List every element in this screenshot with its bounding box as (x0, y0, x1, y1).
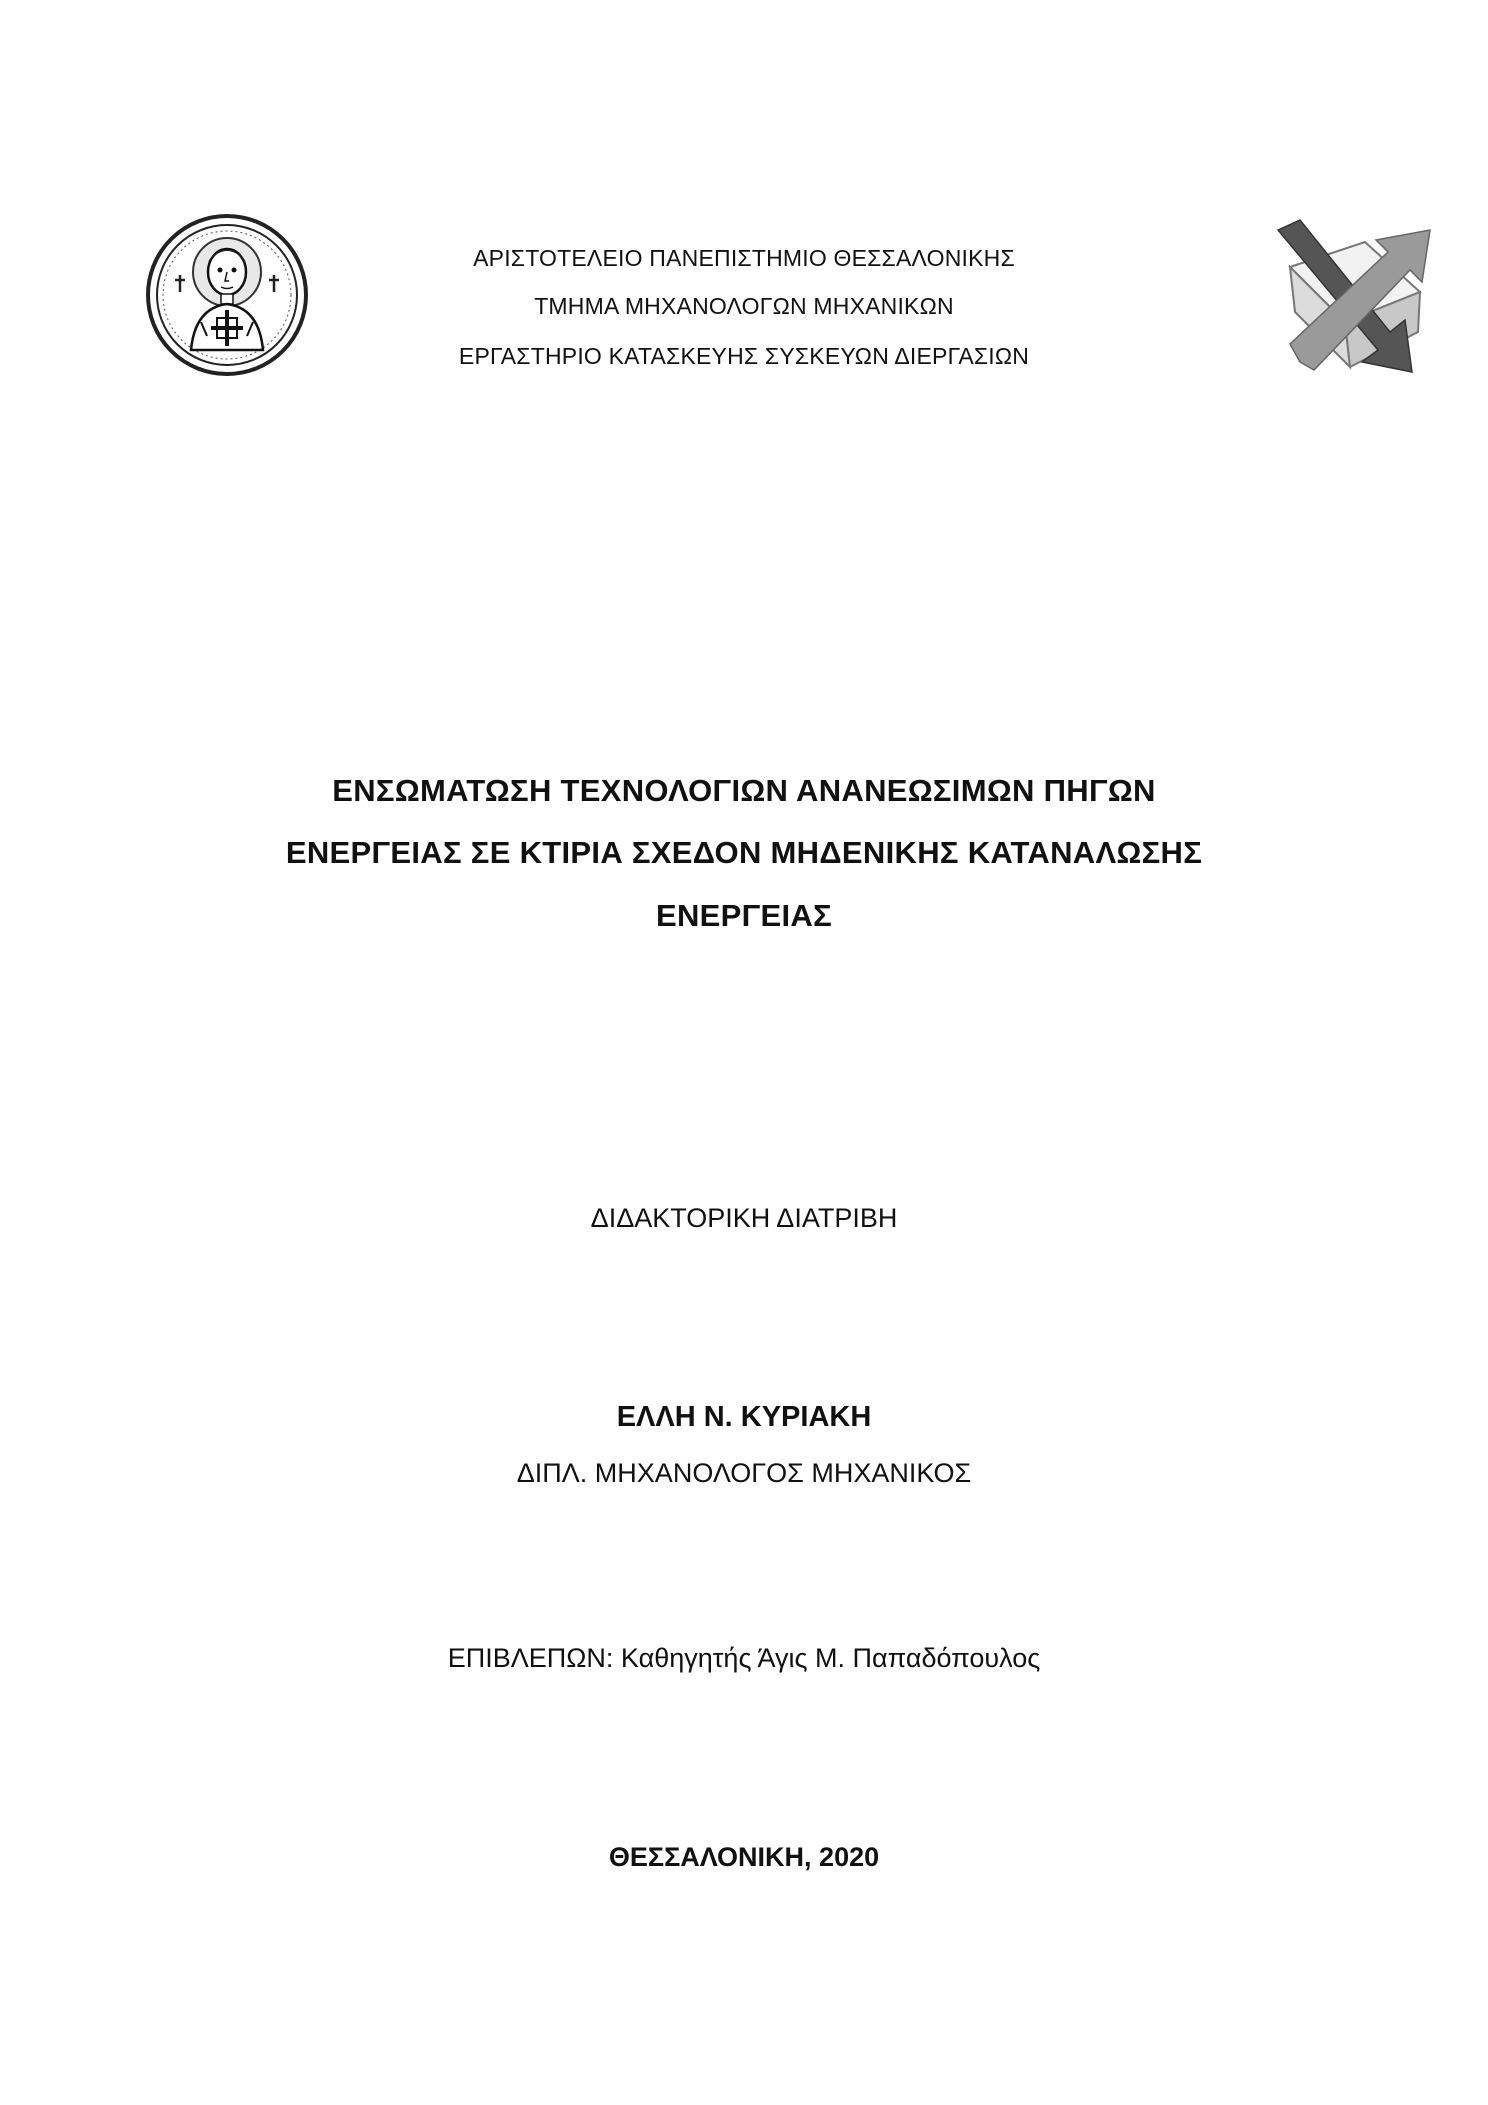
university-name: ΑΡΙΣΤΟΤΕΛΕΙΟ ΠΑΝΕΠΙΣΤΗΜΙΟ ΘΕΣΣΑΛΟΝΙΚΗΣ (473, 245, 1015, 271)
lab-arrows-logo-icon (1270, 212, 1435, 377)
place-date: ΘΕΣΣΑΛΟΝΙΚΗ, 2020 (608, 1842, 880, 1872)
thesis-title-line-2: ΕΝΕΡΓΕΙΑΣ ΣΕ ΚΤΙΡΙΑ ΣΧΕΔΟΝ ΜΗΔΕΝΙΚΗΣ ΚΑΤΑΝΑΛΩΣΗΣ (285, 835, 1203, 870)
document-type: ΔΙΔΑΚΤΟΡΙΚΗ ΔΙΑΤΡΙΒΗ (590, 1203, 898, 1233)
author-name: ΕΛΛΗ Ν. ΚΥΡΙΑΚΗ (616, 1401, 872, 1433)
department-name: ΤΜΗΜΑ ΜΗΧΑΝΟΛΟΓΩΝ ΜΗΧΑΝΙΚΩΝ (534, 293, 954, 319)
thesis-title-line-1: ΕΝΣΩΜΑΤΩΣΗ ΤΕΧΝΟΛΟΓΙΩΝ ΑΝΑΝΕΩΣΙΜΩΝ ΠΗΓΩΝ (332, 773, 1156, 808)
laboratory-name: ΕΡΓΑΣΤΗΡΙΟ ΚΑΤΑΣΚΕΥΗΣ ΣΥΣΚΕΥΩΝ ΔΙΕΡΓΑΣΙΩΝ (458, 343, 1030, 369)
supervisor: ΕΠΙΒΛΕΠΩΝ: Καθηγητής Άγις Μ. Παπαδόπουλος (447, 1643, 1041, 1673)
thesis-title-line-3: ΕΝΕΡΓΕΙΑΣ (655, 898, 833, 933)
author-degree: ΔΙΠΛ. ΜΗΧΑΝΟΛΟΓΟΣ ΜΗΧΑΝΙΚΟΣ (516, 1458, 972, 1488)
